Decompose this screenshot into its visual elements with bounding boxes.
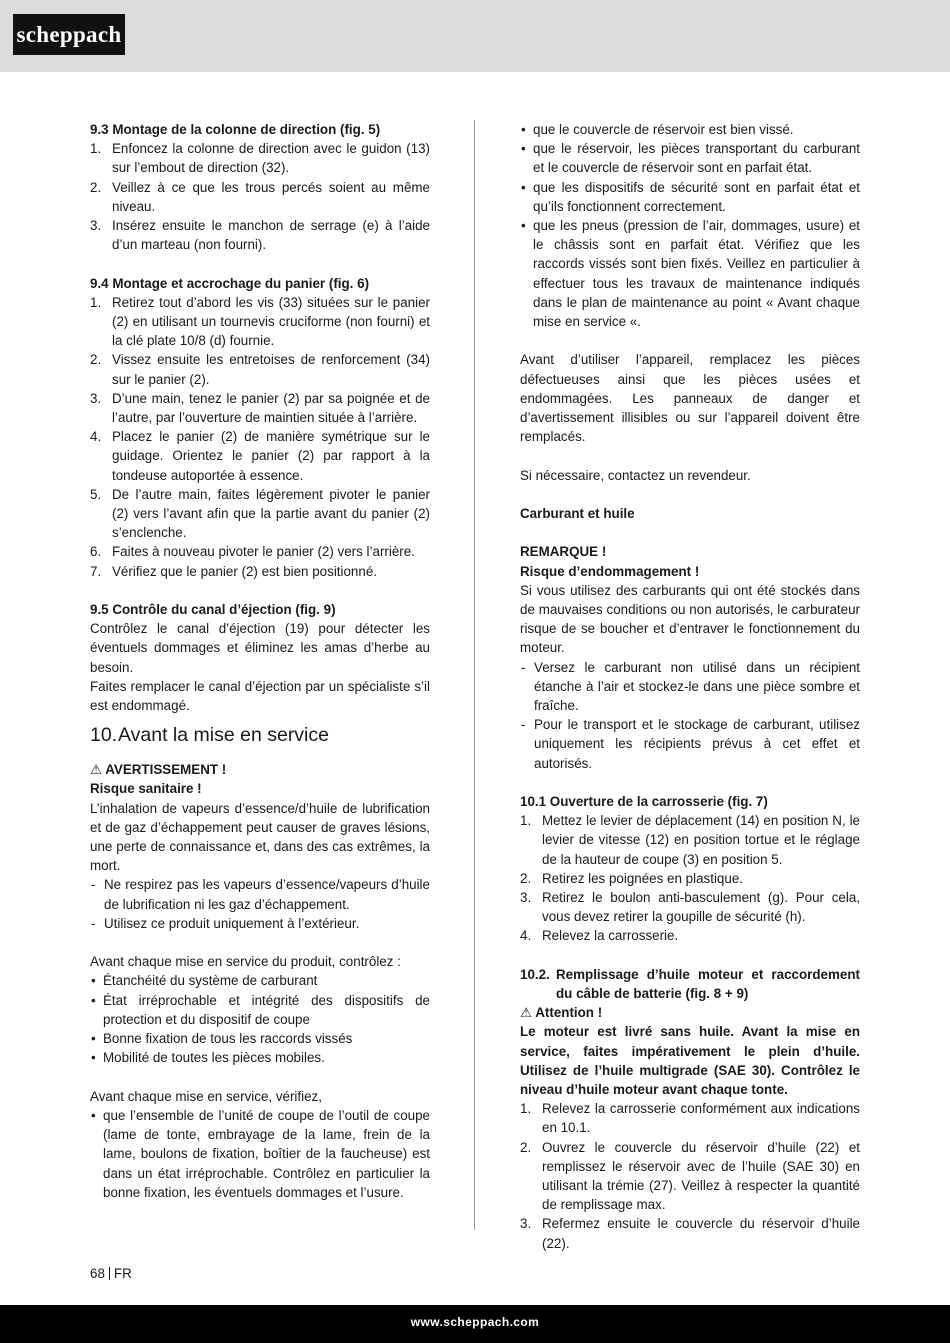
section-10-heading: 10.Avant la mise en service — [90, 724, 329, 747]
list-item: - Ne respirez pas les vapeurs d’essence/vapeurs d’huile de lubrification ni les gaz d’échappement. — [90, 875, 430, 913]
left-column — [90, 120, 430, 1202]
list-item: - Utilisez ce produit uniquement à l’extérieur. — [90, 914, 430, 933]
website-url: www.scheppach.com — [410, 1315, 540, 1329]
list-item: 1. Retirez tout d’abord les vis (33) situées sur le panier (2) en utilisant un tournevis cruciforme (non fourni) et la clé plate 10/8 (d) fournie. — [90, 294, 430, 349]
oil-warning-text: Le moteur est livré sans huile. Avant la mise en service, faites impérativement le plein d’huile. Utilisez de l’huile multigrade (SAE 30). Contrôlez le niveau d’huile moteur avant chaque tonte. — [520, 1024, 860, 1098]
list-item: 3. D’une main, tenez le panier (2) par sa poignée et de l’autre, par l’ouverture de maintien située à l’arrière. — [90, 390, 430, 426]
paragraph: Si vous utilisez des carburants qui ont été stockés dans de mauvaises conditions ou non autorisés, le carburateur risque de se boucher et d’entraver le fonctionnement du moteur. — [520, 582, 860, 656]
paragraph: Contrôlez le canal d’éjection (19) pour détecter les éventuels dommages et éliminez les amas d’herbe au besoin. — [90, 621, 430, 675]
list-item: • Mobilité de toutes les pièces mobiles. — [90, 1048, 430, 1067]
page-number: 68 FR — [90, 1266, 132, 1281]
dash-list — [90, 875, 430, 933]
list-item: 7. Vérifiez que le panier (2) est bien positionné. — [90, 563, 377, 579]
section-10-1-list — [520, 811, 860, 945]
paragraph: Faites remplacer le canal d’éjection par un spécialiste s’il est endommagé. — [90, 678, 430, 714]
section-9-4-list — [90, 293, 430, 581]
list-item: 5. De l’autre main, faites légèrement pivoter le panier (2) vers l’avant afin que la partie avant du panier (2) s’enclenche. — [90, 486, 430, 541]
list-item: 3. Insérez ensuite le manchon de serrage (e) à l’aide d’un marteau (non fourni). — [90, 218, 430, 253]
section-10-2-title: 10.2. Remplissage d’huile moteur et raccordement du câble de batterie (fig. 8 + 9) — [520, 966, 860, 1002]
list-item: 6. Faites à nouveau pivoter le panier (2) vers l’arrière. — [90, 544, 415, 560]
column-divider — [474, 120, 475, 1230]
paragraph: Avant chaque mise en service du produit, contrôlez : — [90, 954, 401, 970]
attention-title: ⚠ Attention ! — [520, 1005, 603, 1021]
risk-title: Risque sanitaire ! — [90, 781, 202, 797]
list-item: 4. Placez le panier (2) de manière symétrique sur le guidage. Orientez le panier (2) par rapport à la tondeuse autoportée à essence. — [90, 429, 430, 483]
list-item: • que le couvercle de réservoir est bien vissé. — [520, 120, 860, 139]
paragraph: L’inhalation de vapeurs d’essence/d’huile de lubrification et de gaz d’échappement peut causer de graves lésions, une perte de connaissance et, dans des cas extrêmes, la mort. — [90, 800, 430, 874]
right-column — [520, 120, 860, 1253]
list-item: 1. Mettez le levier de déplacement (14) en position N, le levier de vitesse (12) en position tortue et le réglage de la hauteur de coupe (3) en position 5. — [520, 813, 860, 867]
page-footer — [0, 1305, 950, 1343]
list-item: 3. Retirez le boulon anti-basculement (g). Pour cela, vous devez retirer la goupille de sécurité (h). — [520, 890, 860, 925]
list-item: 2. Vissez ensuite les entretoises de renforcement (34) sur le panier (2). — [90, 352, 430, 387]
list-item: - Pour le transport et le stockage de carburant, utilisez uniquement les récipients prévus à cet effet et autorisés. — [520, 715, 860, 773]
section-9-3-title: 9.3 Montage de la colonne de direction (fig. 5) — [90, 122, 381, 137]
damage-title: Risque d’endommagement ! — [520, 563, 700, 579]
paragraph: Si nécessaire, contactez un revendeur. — [520, 467, 751, 483]
list-item: 3. Refermez ensuite le couvercle du réservoir d’huile (22). — [520, 1216, 860, 1251]
dash-list — [520, 658, 860, 773]
list-item: • Étanchéité du système de carburant — [90, 971, 430, 990]
section-10-2-list — [520, 1099, 860, 1253]
scheppach-logo: scheppach — [13, 14, 125, 55]
paragraph: Avant chaque mise en service, vérifiez, — [90, 1088, 322, 1104]
list-item: • que le réservoir, les pièces transportant du carburant et le couvercle de réservoir sont en parfait état. — [520, 139, 860, 177]
list-item: - Versez le carburant non utilisé dans un récipient étanche à l’air et stockez-le dans une pièce sombre et fraîche. — [520, 658, 860, 716]
section-9-3-list — [90, 139, 430, 254]
section-9-4-title: 9.4 Montage et accrochage du panier (fig. 6) — [90, 275, 370, 291]
remark-title: REMARQUE ! — [520, 544, 607, 560]
section-9-5-title: 9.5 Contrôle du canal d’éjection (fig. 9) — [90, 602, 336, 618]
list-item: 2. Retirez les poignées en plastique. — [520, 870, 743, 886]
bullet-list — [90, 971, 430, 1067]
list-item: 2. Veillez à ce que les trous percés soient au même niveau. — [90, 179, 430, 214]
list-item: 1. Enfoncez la colonne de direction avec le guidon (13) sur l’embout de direction (32). — [90, 141, 430, 176]
list-item: 2. Ouvrez le couvercle du réservoir d’huile (22) et remplissez le réservoir avec de l’huile (SAE 30) en utilisant la trémie (27). Veillez à respecter la quantité de remplissage max. — [520, 1139, 860, 1213]
list-item: 1. Relevez la carrosserie conformément aux indications en 10.1. — [520, 1101, 860, 1136]
list-item: • que l’ensemble de l’unité de coupe de l’outil de coupe (lame de tonte, embrayage de la lame, frein de la lame, boulons de fixation, boîtier de la faucheuse) est dans un état irréprochable. Contrôlez en particulier la bonne fixation, les éventuels dommages et l’usure. — [90, 1106, 430, 1202]
list-item: 4. Relevez la carrosserie. — [520, 928, 679, 944]
page-header — [0, 0, 950, 72]
section-10-1-title: 10.1 Ouverture de la carrosserie (fig. 7) — [520, 794, 768, 810]
warning-title: ⚠ AVERTISSEMENT ! — [90, 762, 227, 778]
list-item: • État irréprochable et intégrité des dispositifs de protection et du dispositif de coupe — [90, 991, 430, 1029]
bullet-list — [90, 1106, 430, 1202]
list-item: • que les pneus (pression de l’air, dommages, usure) et le châssis sont en parfait état. Vérifiez que les raccords vissés sont bien fixés. Veillez en particulier à effectuer tous les travaux de maintenance indiqués dans le plan de maintenance au point « Avant chaque mise en service «. — [520, 216, 860, 331]
fuel-title: Carburant et huile — [520, 506, 635, 522]
paragraph: Avant d’utiliser l’appareil, remplacez les pièces défectueuses ainsi que les pièces usées et endommagées. Les panneaux de danger et d’avertissement illisibles ou sur l’appareil doivent être remplacés. — [520, 352, 860, 445]
list-item: • que les dispositifs de sécurité sont en parfait état et qu’ils fonctionnent correctement. — [520, 178, 860, 216]
list-item: • Bonne fixation de tous les raccords vissés — [90, 1029, 430, 1048]
bullet-list — [520, 120, 860, 331]
